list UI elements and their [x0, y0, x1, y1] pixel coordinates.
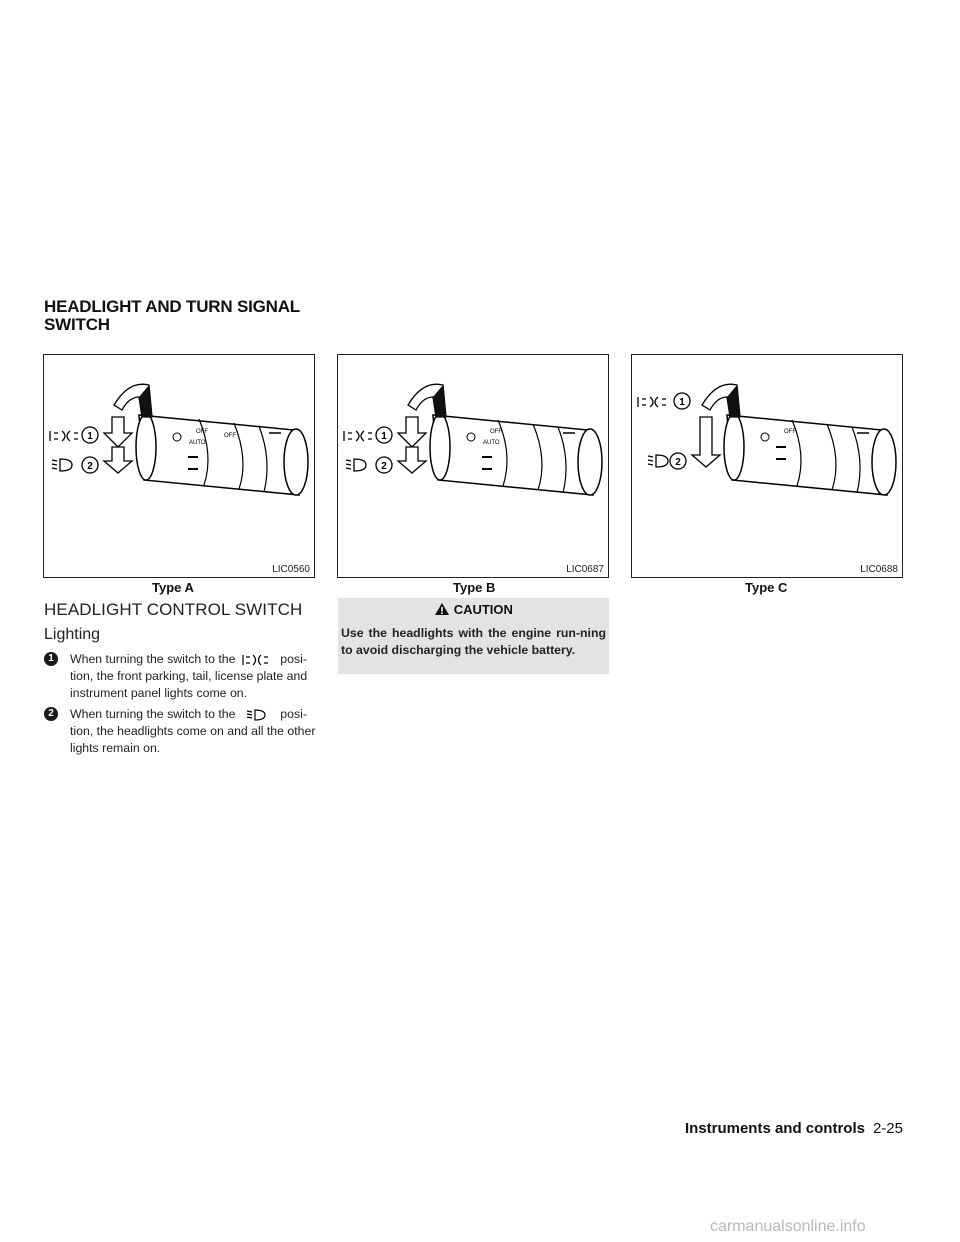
parking-light-icon	[344, 431, 372, 441]
section-title	[44, 298, 344, 334]
svg-text:2: 2	[381, 461, 387, 472]
svg-text:AUTO: AUTO	[483, 440, 500, 446]
switch-illustration-c	[632, 355, 902, 577]
item-text	[70, 706, 320, 757]
figure-caption: Type B	[453, 580, 496, 595]
item-text-before: When turning the switch to the	[70, 707, 236, 721]
caution-header	[338, 602, 609, 617]
heading: HEADLIGHT CONTROL SWITCH	[44, 600, 303, 619]
headlight-icon	[346, 459, 366, 471]
caution-box	[338, 598, 609, 674]
figure-type-a	[43, 354, 315, 578]
svg-text:2: 2	[675, 457, 681, 468]
figure-code: LIC0687	[566, 564, 604, 575]
figure-code: LIC0688	[860, 564, 898, 575]
svg-text:2: 2	[87, 461, 93, 472]
caution-text: Use the headlights with the engine run-ning to avoid discharging the vehicle battery.	[341, 626, 606, 657]
figure-code: LIC0560	[272, 564, 310, 575]
item-text	[70, 651, 320, 702]
item-text-rest: tion, the front parking, tail, license plate and instrument panel lights come on.	[70, 669, 308, 700]
caution-title: CAUTION	[453, 602, 513, 617]
figure-caption: Type A	[152, 580, 194, 595]
switch-illustration-a	[44, 355, 314, 577]
switch-illustration-b	[338, 355, 608, 577]
step-number: 1	[44, 652, 58, 666]
headlight-icon	[241, 709, 275, 721]
item-text-after: posi-	[280, 707, 307, 721]
warning-icon	[434, 602, 450, 616]
figure-type-b	[337, 354, 609, 578]
parking-light-icon	[638, 397, 666, 407]
page-footer	[685, 1120, 903, 1137]
svg-text:OFF: OFF	[224, 433, 236, 439]
svg-text:1: 1	[679, 397, 685, 408]
section-title-line1: HEADLIGHT AND TURN SIGNAL	[44, 297, 300, 316]
svg-text:OFF: OFF	[490, 429, 502, 435]
item-text-before: When turning the switch to the	[70, 652, 236, 666]
list-item	[44, 706, 320, 757]
svg-text:1: 1	[87, 431, 93, 442]
section-title-line2: SWITCH	[44, 315, 110, 334]
page-number: 2-25	[872, 1120, 903, 1137]
parking-light-icon	[241, 654, 275, 666]
watermark: carmanualsonline.info	[710, 1218, 866, 1235]
subheading: Lighting	[44, 626, 101, 643]
item-text-after: posi-	[280, 652, 307, 666]
item-text-rest: tion, the headlights come on and all the other lights remain on.	[70, 724, 316, 755]
svg-text:1: 1	[381, 431, 387, 442]
headlight-icon	[52, 459, 72, 471]
step-number: 2	[44, 707, 58, 721]
figure-type-c	[631, 354, 903, 578]
headlight-icon	[648, 455, 668, 467]
svg-text:OFF: OFF	[196, 429, 208, 435]
figure-caption: Type C	[745, 580, 788, 595]
footer-section: Instruments and controls	[684, 1120, 865, 1137]
svg-text:OFF: OFF	[784, 429, 796, 435]
list-item	[44, 651, 320, 702]
parking-light-icon	[50, 431, 78, 441]
svg-text:AUTO: AUTO	[189, 440, 206, 446]
